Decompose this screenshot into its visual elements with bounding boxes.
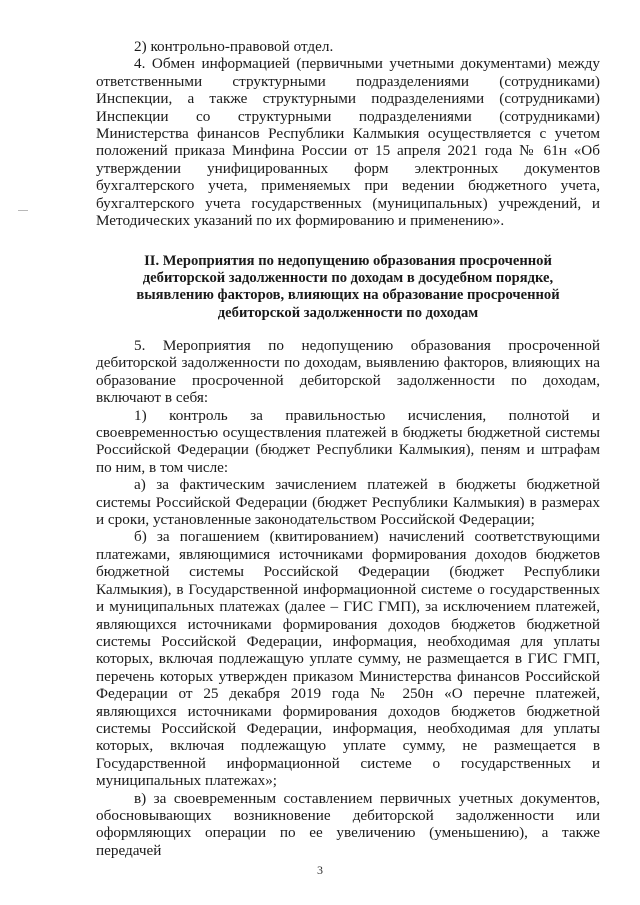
paragraph-information-exchange: 4. Обмен информацией (первичными учетными документами) между ответственными структурными подразделениями (сотрудниками) Инспекции, а также структурными подразделениями (сотрудниками) Инспекции со структурными подразделениями (сотрудниками) Министерства финансов Республики Калмыкия осуществляется с учетом положений приказа Минфина России от 15 апреля 2021 года № 61н «Об утверждении унифицированных форм электронных документов бухгалтерского учета, применяемых при ведении бюджетного учета, бухгалтерского учета государственных (муниципальных) учреждений, и Методических указаний по их формированию и применению».	[96, 55, 600, 230]
scan-margin-mark	[18, 210, 28, 211]
page-number: 3	[317, 863, 323, 877]
section-heading: II. Мероприятия по недопущению образования просроченной дебиторской задолженности по доходам в досудебном порядке, выявлению факторов, влияющих на образование просроченной дебиторской задолженности по доходам	[136, 253, 560, 321]
paragraph-control-payments: 1) контроль за правильностью исчисления, полнотой и своевременностью осуществления платежей в бюджеты бюджетной системы Российской Федерации (бюджет Республики Калмыкия), пеням и штрафам по ним, в том числе:	[96, 406, 600, 476]
paragraph-control-department: 2) контрольно-правовой отдел.	[134, 38, 334, 55]
paragraph-item-v: в) за своевременным составлением первичных учетных документов, обосновывающих возникновение дебиторской задолженности или оформляющих операции по ее увеличению (уменьшению), а также передачей	[96, 789, 600, 859]
paragraph-item-a: а) за фактическим зачислением платежей в бюджеты бюджетной системы Российской Федерации (бюджет Республики Калмыкия) в размерах и сроки, установленные законодательством Российской Федерации;	[96, 476, 600, 529]
paragraph-measures: 5. Мероприятия по недопущению образования просроченной дебиторской задолженности по доходам, выявлению факторов, влияющих на образование просроченной дебиторской задолженности по доходам, включают в себя:	[96, 337, 600, 407]
main-text-block	[96, 337, 600, 859]
paragraph-item-b: б) за погашением (квитированием) начислений соответствующими платежами, являющимися источниками формирования доходов бюджетов бюджетной системы Российской Федерации (бюджет Республики Калмыкия), в Государственной информационной системе о государственных и муниципальных платежах (далее – ГИС ГМП), за исключением платежей, являющихся источниками формирования доходов бюджетов бюджетной системы Российской Федерации, информация, необходимая для уплаты которых, включая подлежащую уплате сумму, не размещается в ГИС ГМП, перечень которых утвержден приказом Министерства финансов Российской Федерации от 25 декабря 2019 года № 250н «О перечне платежей, являющихся источниками формирования доходов бюджетов бюджетной системы Российской Федерации, информация, необходимая для уплаты которых, включая подлежащую уплате сумму, не размещается в Государственной информационной системе о государственных и муниципальных платежах»;	[96, 528, 600, 790]
top-text-block	[96, 38, 600, 229]
